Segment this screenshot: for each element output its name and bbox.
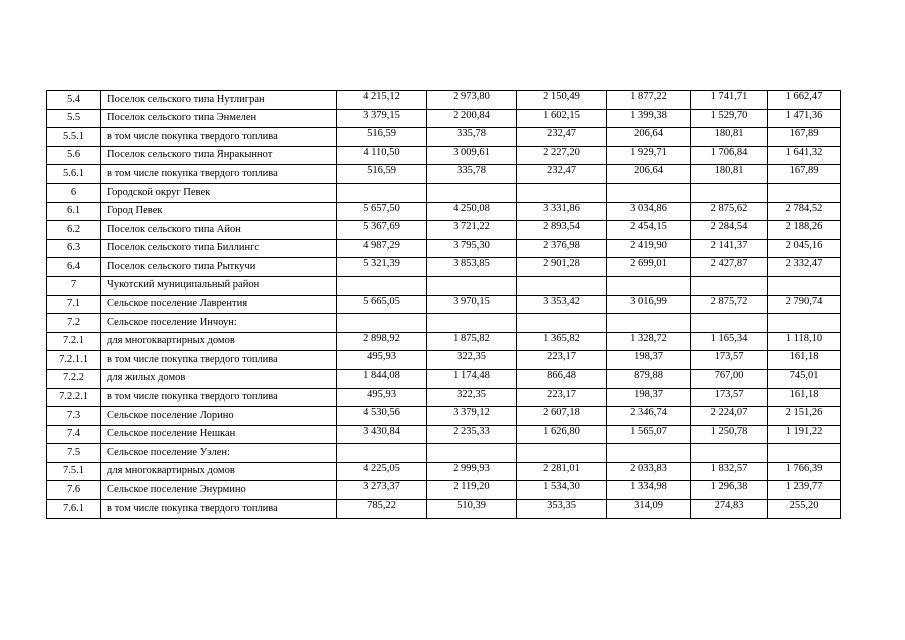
row-name: в том числе покупка твердого топлива xyxy=(101,388,337,407)
row-number: 7.2 xyxy=(47,314,101,333)
value-cell: 2 227,20 xyxy=(517,146,607,165)
row-name: Сельское поселение Лаврентия xyxy=(101,295,337,314)
value-cell: 3 970,15 xyxy=(427,295,517,314)
row-name: Поселок сельского типа Нутлигран xyxy=(101,91,337,110)
row-number: 7.5.1 xyxy=(47,462,101,481)
value-cell: 1 706,84 xyxy=(691,146,768,165)
row-number: 6.2 xyxy=(47,221,101,240)
value-cell: 2 901,28 xyxy=(517,258,607,277)
row-number: 7.2.2.1 xyxy=(47,388,101,407)
value-cell: 5 367,69 xyxy=(337,221,427,240)
value-cell: 3 795,30 xyxy=(427,239,517,258)
row-name: в том числе покупка твердого топлива xyxy=(101,351,337,370)
table-row xyxy=(47,165,841,184)
value-cell: 785,22 xyxy=(337,500,427,519)
table-row xyxy=(47,388,841,407)
table-row xyxy=(47,314,841,333)
row-name: для многоквартирных домов xyxy=(101,462,337,481)
row-name: Поселок сельского типа Энмелен xyxy=(101,109,337,128)
row-number: 5.5 xyxy=(47,109,101,128)
value-cell: 180,81 xyxy=(691,128,768,147)
table-row xyxy=(47,91,841,110)
value-cell xyxy=(517,183,607,202)
tariff-table xyxy=(46,90,841,519)
row-number: 6.3 xyxy=(47,239,101,258)
value-cell: 2 332,47 xyxy=(768,258,841,277)
value-cell: 206,64 xyxy=(607,128,691,147)
value-cell: 232,47 xyxy=(517,165,607,184)
row-name: Городской округ Певек xyxy=(101,183,337,202)
value-cell: 2 893,54 xyxy=(517,221,607,240)
value-cell: 1 766,39 xyxy=(768,462,841,481)
value-cell: 2 119,20 xyxy=(427,481,517,500)
value-cell: 2 151,26 xyxy=(768,407,841,426)
value-cell: 510,39 xyxy=(427,500,517,519)
row-name: Сельское поселение Энурмино xyxy=(101,481,337,500)
table-row xyxy=(47,258,841,277)
value-cell: 1 118,10 xyxy=(768,332,841,351)
value-cell: 1 626,80 xyxy=(517,425,607,444)
value-cell: 2 999,93 xyxy=(427,462,517,481)
row-name: Город Певек xyxy=(101,202,337,221)
value-cell: 3 273,37 xyxy=(337,481,427,500)
value-cell: 495,93 xyxy=(337,351,427,370)
row-number: 5.6.1 xyxy=(47,165,101,184)
row-number: 5.6 xyxy=(47,146,101,165)
value-cell: 1 662,47 xyxy=(768,91,841,110)
table-row xyxy=(47,239,841,258)
value-cell: 2 427,87 xyxy=(691,258,768,277)
value-cell xyxy=(607,183,691,202)
value-cell: 223,17 xyxy=(517,388,607,407)
value-cell: 2 607,18 xyxy=(517,407,607,426)
table-row xyxy=(47,462,841,481)
value-cell: 3 853,85 xyxy=(427,258,517,277)
value-cell: 2 454,15 xyxy=(607,221,691,240)
value-cell: 1 239,77 xyxy=(768,481,841,500)
row-name: в том числе покупка твердого топлива xyxy=(101,128,337,147)
value-cell: 879,88 xyxy=(607,369,691,388)
row-name: Поселок сельского типа Янракыннот xyxy=(101,146,337,165)
value-cell: 167,89 xyxy=(768,165,841,184)
value-cell: 335,78 xyxy=(427,165,517,184)
value-cell xyxy=(517,276,607,295)
value-cell: 2 141,37 xyxy=(691,239,768,258)
value-cell xyxy=(768,276,841,295)
value-cell xyxy=(607,314,691,333)
value-cell: 198,37 xyxy=(607,388,691,407)
row-name: Сельское поселение Инчоун: xyxy=(101,314,337,333)
value-cell: 2 045,16 xyxy=(768,239,841,258)
value-cell: 1 174,48 xyxy=(427,369,517,388)
row-name: Поселок сельского типа Биллингс xyxy=(101,239,337,258)
value-cell: 335,78 xyxy=(427,128,517,147)
value-cell: 4 110,50 xyxy=(337,146,427,165)
value-cell: 1 844,08 xyxy=(337,369,427,388)
value-cell: 2 875,72 xyxy=(691,295,768,314)
value-cell: 3 430,84 xyxy=(337,425,427,444)
value-cell: 1 875,82 xyxy=(427,332,517,351)
table-row xyxy=(47,109,841,128)
value-cell: 274,83 xyxy=(691,500,768,519)
row-number: 5.5.1 xyxy=(47,128,101,147)
row-number: 6.1 xyxy=(47,202,101,221)
value-cell: 1 641,32 xyxy=(768,146,841,165)
value-cell xyxy=(691,183,768,202)
row-number: 7 xyxy=(47,276,101,295)
value-cell: 2 224,07 xyxy=(691,407,768,426)
value-cell xyxy=(337,183,427,202)
value-cell: 2 973,80 xyxy=(427,91,517,110)
table-row xyxy=(47,351,841,370)
value-cell: 3 379,12 xyxy=(427,407,517,426)
value-cell: 2 033,83 xyxy=(607,462,691,481)
value-cell: 5 657,50 xyxy=(337,202,427,221)
value-cell: 2 284,54 xyxy=(691,221,768,240)
value-cell: 1 334,98 xyxy=(607,481,691,500)
row-number: 7.1 xyxy=(47,295,101,314)
value-cell: 2 346,74 xyxy=(607,407,691,426)
row-number: 7.2.1.1 xyxy=(47,351,101,370)
value-cell xyxy=(427,444,517,463)
value-cell: 5 321,39 xyxy=(337,258,427,277)
value-cell: 322,35 xyxy=(427,351,517,370)
table-body xyxy=(47,91,841,519)
value-cell: 3 379,15 xyxy=(337,109,427,128)
value-cell xyxy=(691,444,768,463)
value-cell xyxy=(768,183,841,202)
value-cell xyxy=(691,276,768,295)
value-cell: 1 365,82 xyxy=(517,332,607,351)
table-row xyxy=(47,276,841,295)
value-cell: 3 009,61 xyxy=(427,146,517,165)
value-cell: 3 721,22 xyxy=(427,221,517,240)
value-cell: 1 602,15 xyxy=(517,109,607,128)
value-cell: 1 529,70 xyxy=(691,109,768,128)
row-name: Поселок сельского типа Айон xyxy=(101,221,337,240)
value-cell: 516,59 xyxy=(337,165,427,184)
row-name: Сельское поселение Уэлен: xyxy=(101,444,337,463)
value-cell xyxy=(691,314,768,333)
value-cell xyxy=(517,444,607,463)
row-number: 7.2.1 xyxy=(47,332,101,351)
value-cell xyxy=(427,314,517,333)
value-cell: 1 250,78 xyxy=(691,425,768,444)
table-row xyxy=(47,202,841,221)
value-cell: 5 665,05 xyxy=(337,295,427,314)
value-cell: 2 699,01 xyxy=(607,258,691,277)
row-name: в том числе покупка твердого топлива xyxy=(101,165,337,184)
table-row xyxy=(47,128,841,147)
value-cell: 1 399,38 xyxy=(607,109,691,128)
row-name: в том числе покупка твердого топлива xyxy=(101,500,337,519)
row-name: Поселок сельского типа Рыткучи xyxy=(101,258,337,277)
value-cell: 1 471,36 xyxy=(768,109,841,128)
row-number: 7.4 xyxy=(47,425,101,444)
value-cell: 2 875,62 xyxy=(691,202,768,221)
value-cell: 2 200,84 xyxy=(427,109,517,128)
value-cell: 4 250,08 xyxy=(427,202,517,221)
value-cell: 3 353,42 xyxy=(517,295,607,314)
row-number: 7.3 xyxy=(47,407,101,426)
value-cell: 2 898,92 xyxy=(337,332,427,351)
value-cell: 223,17 xyxy=(517,351,607,370)
value-cell: 1 565,07 xyxy=(607,425,691,444)
value-cell: 4 987,29 xyxy=(337,239,427,258)
value-cell xyxy=(607,276,691,295)
value-cell: 1 328,72 xyxy=(607,332,691,351)
value-cell: 2 281,01 xyxy=(517,462,607,481)
value-cell: 255,20 xyxy=(768,500,841,519)
table-row xyxy=(47,369,841,388)
row-name: Сельское поселение Нешкан xyxy=(101,425,337,444)
value-cell: 1 741,71 xyxy=(691,91,768,110)
table-row xyxy=(47,146,841,165)
value-cell: 2 150,49 xyxy=(517,91,607,110)
value-cell: 2 419,90 xyxy=(607,239,691,258)
value-cell xyxy=(607,444,691,463)
value-cell xyxy=(517,314,607,333)
table-row xyxy=(47,332,841,351)
value-cell: 745,01 xyxy=(768,369,841,388)
value-cell: 2 188,26 xyxy=(768,221,841,240)
row-number: 6.4 xyxy=(47,258,101,277)
value-cell: 1 191,22 xyxy=(768,425,841,444)
value-cell xyxy=(427,183,517,202)
value-cell xyxy=(768,444,841,463)
value-cell: 2 235,33 xyxy=(427,425,517,444)
value-cell xyxy=(427,276,517,295)
value-cell: 232,47 xyxy=(517,128,607,147)
value-cell: 3 331,86 xyxy=(517,202,607,221)
value-cell xyxy=(337,276,427,295)
table-row xyxy=(47,500,841,519)
value-cell: 1 296,38 xyxy=(691,481,768,500)
table-row xyxy=(47,425,841,444)
value-cell: 2 376,98 xyxy=(517,239,607,258)
table-row xyxy=(47,295,841,314)
value-cell xyxy=(768,314,841,333)
row-name: для жилых домов xyxy=(101,369,337,388)
value-cell: 353,35 xyxy=(517,500,607,519)
value-cell: 161,18 xyxy=(768,388,841,407)
value-cell: 173,57 xyxy=(691,388,768,407)
value-cell: 767,00 xyxy=(691,369,768,388)
row-number: 6 xyxy=(47,183,101,202)
table-row xyxy=(47,481,841,500)
row-name: Чукотский муниципальный район xyxy=(101,276,337,295)
table-row xyxy=(47,444,841,463)
table-row xyxy=(47,183,841,202)
value-cell xyxy=(337,444,427,463)
value-cell: 1 832,57 xyxy=(691,462,768,481)
value-cell: 3 034,86 xyxy=(607,202,691,221)
value-cell xyxy=(337,314,427,333)
value-cell: 866,48 xyxy=(517,369,607,388)
row-number: 5.4 xyxy=(47,91,101,110)
value-cell: 516,59 xyxy=(337,128,427,147)
value-cell: 206,64 xyxy=(607,165,691,184)
value-cell: 2 784,52 xyxy=(768,202,841,221)
value-cell: 1 165,34 xyxy=(691,332,768,351)
value-cell: 314,09 xyxy=(607,500,691,519)
value-cell: 167,89 xyxy=(768,128,841,147)
value-cell: 1 877,22 xyxy=(607,91,691,110)
value-cell: 198,37 xyxy=(607,351,691,370)
table-row xyxy=(47,221,841,240)
value-cell: 3 016,99 xyxy=(607,295,691,314)
value-cell: 1 929,71 xyxy=(607,146,691,165)
row-name: Сельское поселение Лорино xyxy=(101,407,337,426)
value-cell: 4 530,56 xyxy=(337,407,427,426)
value-cell: 2 790,74 xyxy=(768,295,841,314)
row-number: 7.5 xyxy=(47,444,101,463)
table-row xyxy=(47,407,841,426)
value-cell: 1 534,30 xyxy=(517,481,607,500)
value-cell: 4 215,12 xyxy=(337,91,427,110)
value-cell: 173,57 xyxy=(691,351,768,370)
value-cell: 161,18 xyxy=(768,351,841,370)
value-cell: 180,81 xyxy=(691,165,768,184)
row-number: 7.6 xyxy=(47,481,101,500)
row-number: 7.6.1 xyxy=(47,500,101,519)
value-cell: 495,93 xyxy=(337,388,427,407)
row-name: для многоквартирных домов xyxy=(101,332,337,351)
row-number: 7.2.2 xyxy=(47,369,101,388)
value-cell: 4 225,05 xyxy=(337,462,427,481)
value-cell: 322,35 xyxy=(427,388,517,407)
